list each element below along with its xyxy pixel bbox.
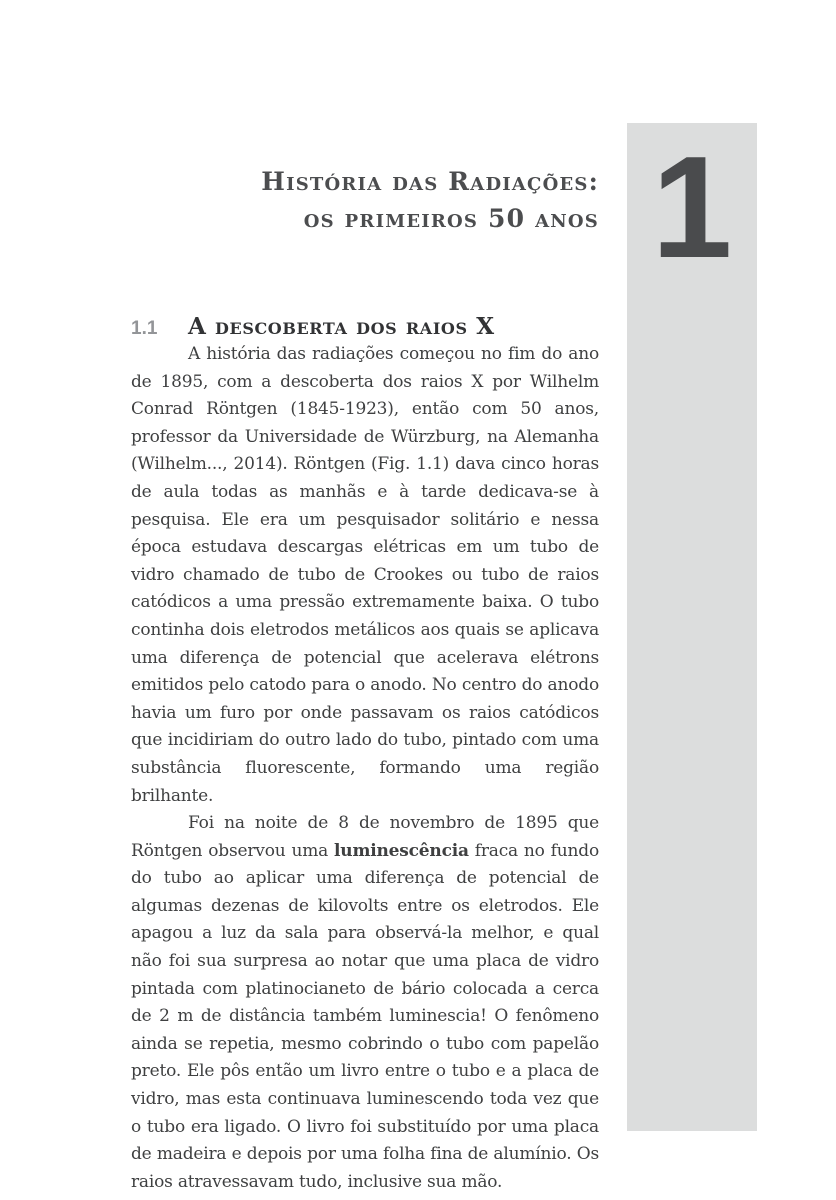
- chapter-title-line1: História das Radiações:: [261, 167, 599, 196]
- paragraph-2: [131, 810, 599, 1196]
- section-heading: [131, 313, 599, 340]
- chapter-tab: [627, 123, 757, 1131]
- paragraph-2-text: Foi na noite de 8 de novembro de 1895 que Röntgen observou uma: [131, 813, 599, 861]
- chapter-number: 1: [651, 126, 733, 288]
- paragraph-1: A história das radiações começou no fim do ano de 1895, com a descoberta dos raios X por Wilhelm Conrad Röntgen (1845-1923), então com 50 anos, professor da Universidade de Würzburg, na Alemanha (Wilhelm..., 2014). Röntgen (Fig. 1.1) dava cinco horas de aula todas as manhãs e à tarde dedicava-se à pesquisa. Ele era um pesquisador solitário e nessa época estudava descargas elétricas em um tubo de vidro chamado de tubo de Crookes ou tubo de raios catódicos a uma pressão extremamente baixa. O tubo continha dois eletrodos metálicos aos quais se aplicava uma diferença de potencial que acelerava elétrons emitidos pelo catodo para o anodo. No centro do anodo havia um furo por onde passavam os raios catódicos que incidiriam do outro lado do tubo, pintado com uma substância fluorescente, formando uma região brilhante.: [131, 344, 599, 806]
- bold-term-luminescencia: luminescência: [334, 840, 469, 861]
- chapter-title-line2: os primeiros 50 anos: [303, 204, 599, 233]
- chapter-title: [131, 163, 599, 237]
- section-title: A descoberta dos raios X: [188, 313, 495, 340]
- section-number: 1.1: [131, 318, 158, 339]
- paragraph-2-text-cont: fraca no fundo do tubo ao aplicar uma diferença de potencial de algumas dezenas de kilovolts entre os eletrodos. Ele apagou a luz da sala para observá-la melhor, e qual não foi sua surpresa ao notar que uma placa de vidro pintada com platinocianeto de bário colocada a cerca de 2 m de distância também luminescia! O fenômeno ainda se repetia, mesmo cobrindo o tubo com papelão preto. Ele pôs então um livro entre o tubo e a placa de vidro, mas esta continuava luminescendo toda vez que o tubo era ligado. O livro foi substituído por uma placa de madeira e depois por uma folha fina de alumínio. Os raios atravessavam tudo, inclusive sua mão.: [131, 840, 599, 1192]
- body-text: [131, 341, 599, 1196]
